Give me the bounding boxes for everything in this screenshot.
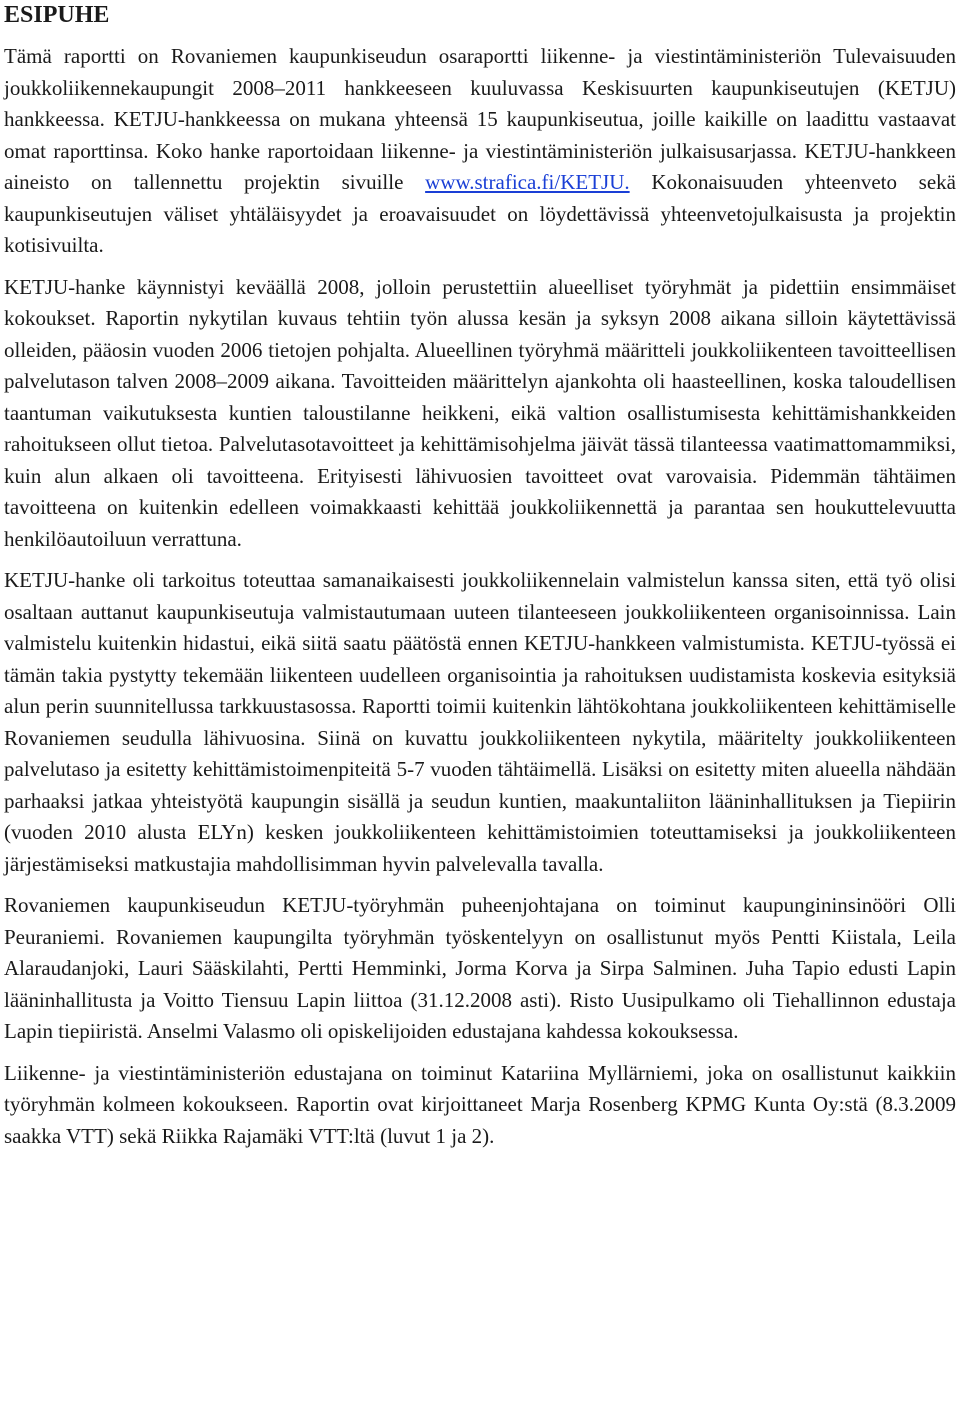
paragraph-authors: Liikenne- ja viestintäministeriön edustajana on toiminut Katariina Myllärniemi, joka on osallistunut kaikkiin työryhmän kolmeen kokoukseen. Raportin ovat kirjoittaneet Marja Rosenberg KPMG Kunta Oy:stä (8.3.2009 saakka VTT) sekä Riikka Rajamäki VTT:ltä (luvut 1 ja 2). <box>4 1060 956 1148</box>
paragraph-project-start: KETJU-hanke käynnistyi keväällä 2008, jolloin perustettiin alueelliset työryhmät ja pidettiin ensimmäiset kokoukset. Raportin nykytilan kuvaus tehtiin työn alussa kesän ja syksyn 2008 aikana silloin käytettävissä olleiden, pääosin vuoden 2006 tietojen pohjalta. Alueellinen työryhmä määritteli joukkoliikenteen tavoitteellisen palvelutason talven 2008–2009 aikana. Tavoitteiden määrittelyn ajankohta oli haasteellinen, koska taloudellisen taantuman vaikutuksesta kuntien taloustilanne heikkeni, eikä valtion osallistumisesta kehittämishankkeiden rahoitukseen ollut tietoa. Palvelutasotavoitteet ja kehittämisohjelma jäivät tässä tilanteessa vaatimattomammiksi, kuin alun alkaen oli tavoitteena. Erityisesti lähivuosien tavoitteet ovat varovaisia. Pidemmän tähtäimen tavoitteena on kuitenkin edelleen voimakkaasti kehittää joukkoliikennettä ja parantaa sen houkuttelevuutta henkilöautoiluun verrattuna. <box>4 274 956 551</box>
page-title: ESIPUHE <box>4 2 110 28</box>
ketju-project-link[interactable]: www.strafica.fi/KETJU. <box>425 170 630 194</box>
paragraph-intro <box>4 41 956 262</box>
paragraph-intro-text-before-link: Tämä raportti on Rovaniemen kaupunkiseudun osaraportti liikenne- ja viestintäministeriön Tulevaisuuden joukkoliikennekaupungit 2008–2011 hankkeeseen kuuluvassa Keskisuurten kaupunkiseutujen (KETJU) hankkeessa. KETJU-hankkeessa on mukana yhteensä 15 kaupunkiseutua, joille kaikille on laadittu vastaavat omat raporttinsa. Koko hanke raportoidaan liikenne- ja viestintäministeriön julkaisusarjassa. KETJU-hankkeen aineisto on tallennettu projektin sivuille <box>4 44 956 194</box>
paragraph-intro-text-after-link: Kokonaisuuden yhteenveto sekä kaupunkiseutujen väliset yhtäläisyydet ja eroavaisuudet on löydettävissä yhteenvetojulkaisusta ja projektin kotisivuilta. <box>4 170 956 257</box>
paragraph-working-group: Rovaniemen kaupunkiseudun KETJU-työryhmän puheenjohtajana on toiminut kaupungininsinööri Olli Peuraniemi. Rovaniemen kaupungilta työryhmän työskentelyyn on osallistunut myös Pentti Kiistala, Leila Alaraudanjoki, Lauri Sääskilahti, Pertti Hemminki, Jorma Korva ja Sirpa Salminen. Juha Tapio edusti Lapin lääninhallitusta ja Voitto Tiensuu Lapin liittoa (31.12.2008 asti). Risto Uusipulkamo oli Tiehallinnon edustaja Lapin tiepiiristä. Anselmi Valasmo oli opiskelijoiden edustajana kahdessa kokouksessa. <box>4 893 956 1043</box>
paragraph-legislation: KETJU-hanke oli tarkoitus toteuttaa samanaikaisesti joukkoliikennelain valmistelun kanssa siten, että työ olisi osaltaan auttanut kaupunkiseutuja valmistautumaan uuteen tilanteeseen joukkoliikenteen organisoinnissa. Lain valmistelu kuitenkin hidastui, eikä siitä saatu päätöstä ennen KETJU-hankkeen valmistumista. KETJU-työssä ei tämän takia pystytty tekemään liikenteen uudelleen organisointia ja rahoituksen uudistamista koskevia esityksiä alun perin suunnitellussa tarkkuustasossa. Raportti toimii kuitenkin lähtökohtana joukkoliikenteen kehittämiselle Rovaniemen seudulla lähivuosina. Siinä on kuvattu joukkoliikenteen nykytila, määritelty joukkoliikenteen palvelutaso ja esitetty kehittämistoimenpiteitä 5-7 vuoden tähtäimellä. Lisäksi on esitetty miten alueella nähdään parhaaksi jatkaa yhteistyötä kaupungin sisällä ja seudun kuntien, maakuntaliiton lääninhallituksen ja Tiepiirin (vuoden 2010 alusta ELYn) kesken joukkoliikenteen kehittämistoimien toteuttamiseksi ja joukkoliikenteen järjestämiseksi matkustajia mahdollisimman hyvin palvelevalla tavalla. <box>4 568 956 876</box>
